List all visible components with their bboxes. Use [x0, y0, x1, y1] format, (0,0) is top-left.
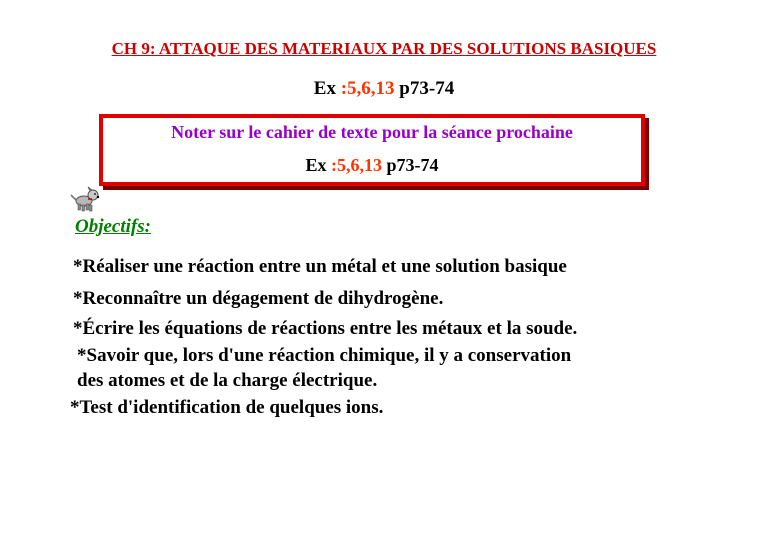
homework-exercise-prefix: Ex: [305, 155, 331, 175]
exercise-pages: p73-74: [394, 78, 455, 99]
homework-note-box: [99, 114, 645, 186]
objectives-heading: Objectifs:: [75, 216, 151, 237]
homework-exercise-numbers: :5,6,13: [331, 155, 382, 175]
objective-item: *Écrire les équations de réactions entre les métaux et la soude.: [73, 318, 578, 339]
exercise-line: [0, 78, 768, 100]
homework-exercise-line: [103, 155, 641, 176]
exercise-numbers: :5,6,13: [340, 78, 395, 99]
chapter-title: CH 9: ATTAQUE DES MATERIAUX PAR DES SOLUTIONS BASIQUES: [111, 39, 657, 58]
objective-item: *Réaliser une réaction entre un métal et une solution basique: [73, 256, 567, 277]
objective-item: *Test d'identification de quelques ions.: [70, 397, 384, 418]
exercise-prefix: Ex: [313, 78, 341, 99]
objective-item: *Reconnaître un dégagement de dihydrogène.: [73, 288, 444, 309]
objective-item: des atomes et de la charge électrique.: [77, 370, 378, 391]
dog-icon: [70, 186, 100, 212]
homework-note-text: Noter sur le cahier de texte pour la séance prochaine: [171, 122, 573, 142]
homework-exercise-pages: p73-74: [382, 155, 439, 175]
objective-item: *Savoir que, lors d'une réaction chimique, il y a conservation: [77, 345, 572, 366]
